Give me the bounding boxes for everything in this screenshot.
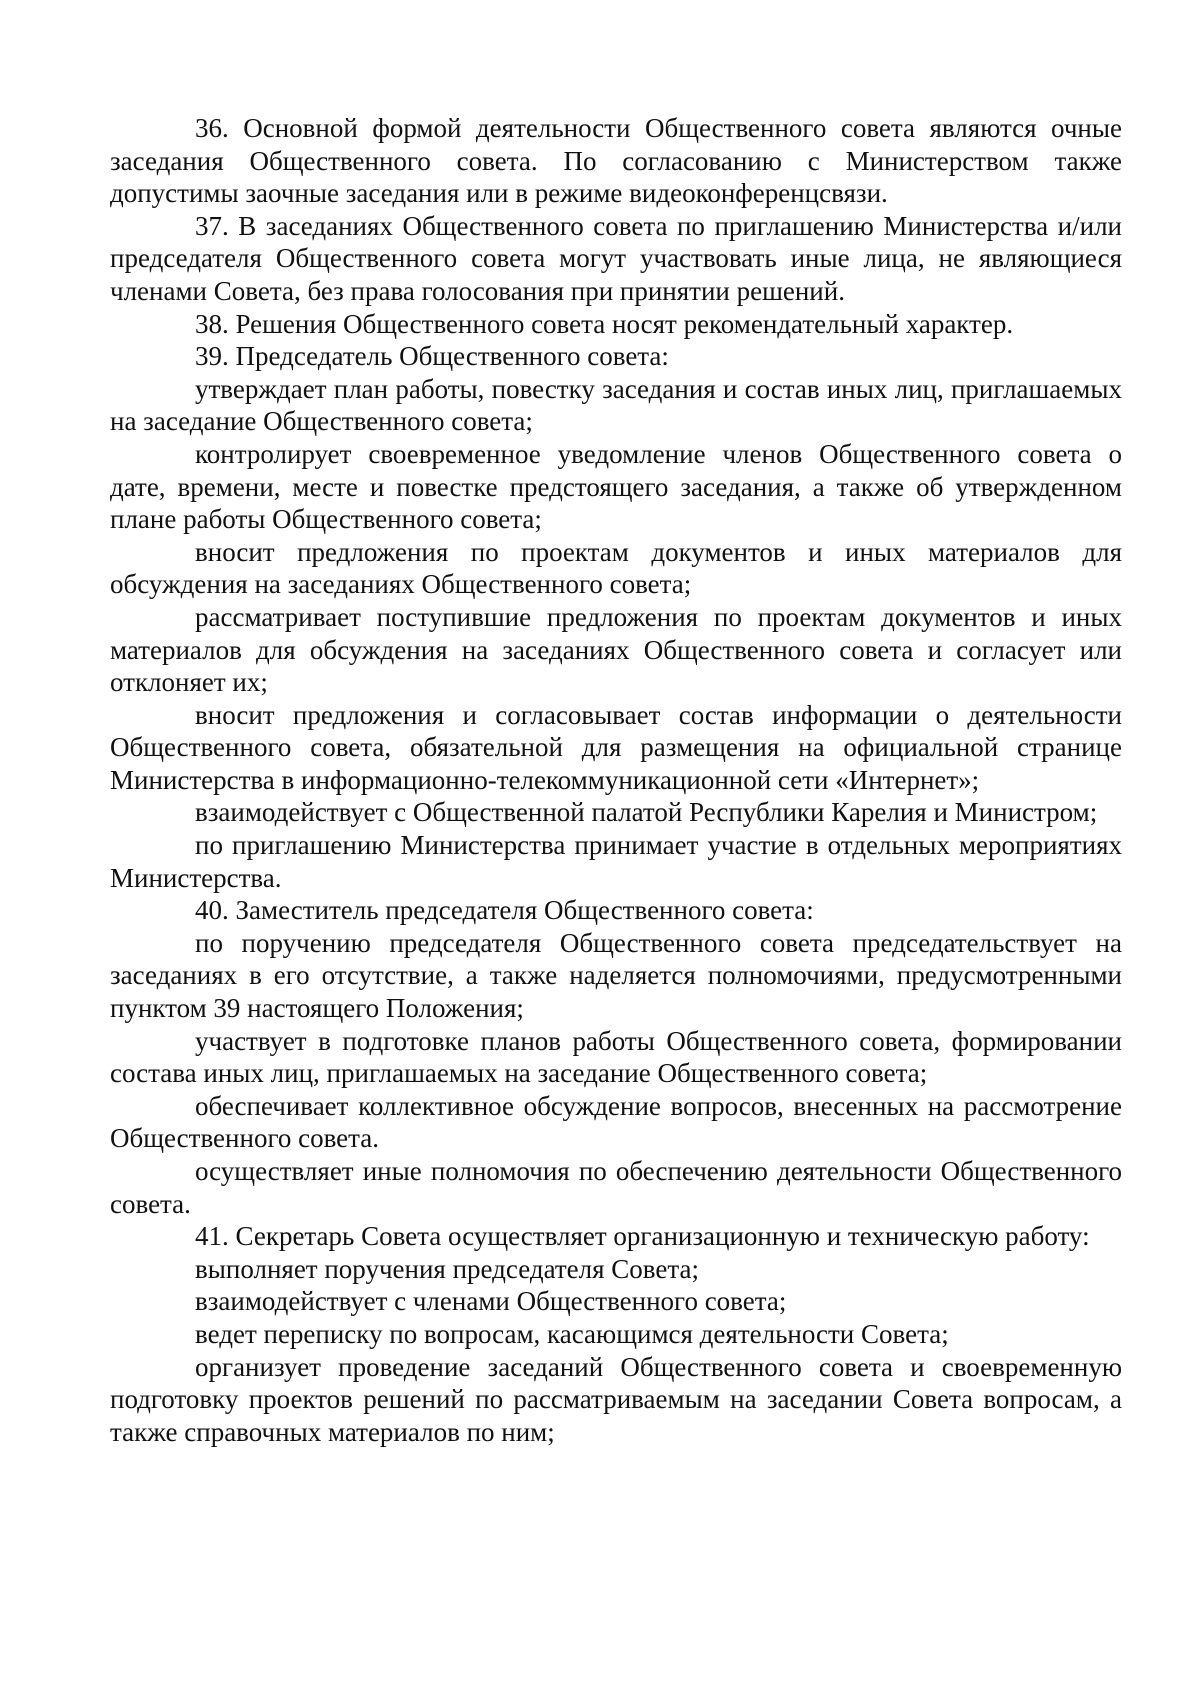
paragraph-40-heading: 40. Заместитель председателя Общественного совета: [195, 895, 814, 926]
document-page [110, 112, 1122, 1448]
paragraph-41-item-3: ведет переписку по вопросам, касающимся деятельности Совета; [195, 1318, 949, 1349]
paragraph-39-item-2: контролирует своевременное уведомление членов Общественного совета о дате, времени, месте и повестке предстоящего заседания, а также об утвержденном плане работы Общественного совета; [110, 438, 1122, 535]
paragraph-38: 38. Решения Общественного совета носят рекомендательный характер. [195, 308, 1014, 339]
paragraph-39-item-7: по приглашению Министерства принимает участие в отдельных мероприятиях Министерства. [110, 830, 1122, 893]
paragraph-40-item-3: обеспечивает коллективное обсуждение вопросов, внесенных на рассмотрение Общественного совета. [110, 1090, 1122, 1154]
paragraph-39-heading: 39. Председатель Общественного совета: [195, 341, 669, 372]
paragraph-41-item-2: взаимодействует с членами Общественного совета; [195, 1286, 787, 1317]
paragraph-41-item-4: организует проведение заседаний Общественного совета и своевременную подготовку проектов решений по рассматриваемым на заседании Совета вопросам, а также справочных материалов по ним; [110, 1351, 1122, 1447]
paragraph-39-item-4: рассматривает поступившие предложения по проектам документов и иных материалов для обсуждения на заседаниях Общественного совета и согласует или отклоняет их; [110, 601, 1122, 698]
paragraph-39-item-5: вносит предложения и согласовывает состав информации о деятельности Общественного совета, обязательной для размещения на официальной странице Министерства в информационно-телекоммуникационной сети «Интернет»; [110, 699, 1122, 795]
paragraph-40-item-4: осуществляет иные полномочия по обеспечению деятельности Общественного совета. [110, 1156, 1122, 1219]
paragraph-41-item-1: выполняет поручения председателя Совета; [195, 1253, 699, 1284]
paragraph-37: 37. В заседаниях Общественного совета по приглашению Министерства и/или председателя Общественного совета могут участвовать иные лица, не являющиеся членами Совета, без права голосования при принятии решений. [110, 210, 1122, 306]
paragraph-39-item-6: взаимодействует с Общественной палатой Республики Карелия и Министром; [195, 797, 1098, 828]
paragraph-39-item-1: утверждает план работы, повестку заседания и состав иных лиц, приглашаемых на заседание Общественного совета; [110, 373, 1122, 437]
paragraph-41-heading: 41. Секретарь Совета осуществляет организационную и техническую работу: [195, 1221, 1090, 1252]
paragraph-36: 36. Основной формой деятельности Общественного совета являются очные заседания Общественного совета. По согласованию с Министерством также допустимы заочные заседания или в режиме видеоконференцсвязи. [110, 113, 1122, 209]
paragraph-39-item-3: вносит предложения по проектам документов и иных материалов для обсуждения на заседаниях Общественного совета; [110, 536, 1122, 600]
paragraph-40-item-1: по поручению председателя Общественного совета председательствует на заседаниях в его отсутствие, а также наделяется полномочиями, предусмотренными пунктом 39 настоящего Положения; [110, 927, 1122, 1024]
paragraph-40-item-2: участвует в подготовке планов работы Общественного совета, формировании состава иных лиц, приглашаемых на заседание Общественного совета; [110, 1025, 1122, 1089]
